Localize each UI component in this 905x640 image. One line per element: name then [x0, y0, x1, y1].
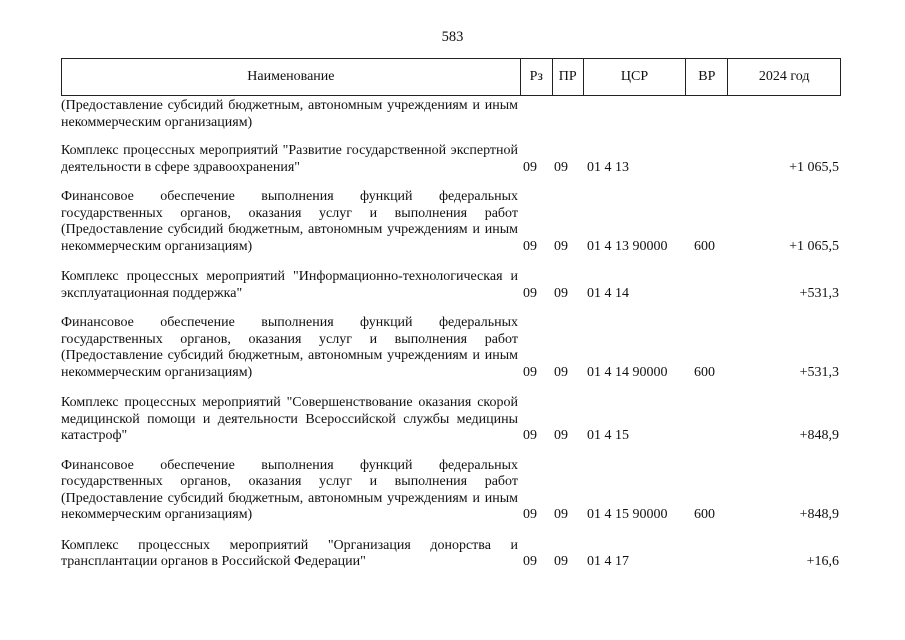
- row-pr: 09: [554, 159, 568, 175]
- row-pr: 09: [554, 554, 568, 569]
- row-rz: 09: [523, 285, 537, 301]
- row-value: +1 065,5: [789, 238, 839, 254]
- row-rz: 09: [523, 554, 537, 569]
- row-rz: 09: [523, 159, 537, 175]
- header-rz: Рз: [520, 59, 552, 95]
- table-row: [61, 143, 841, 176]
- row-pr: 09: [554, 285, 568, 301]
- table-header: [61, 58, 841, 96]
- row-value: +1 065,5: [789, 159, 839, 175]
- table-body: [61, 98, 841, 571]
- row-csr: 01 4 14 90000: [587, 364, 668, 380]
- row-csr: 01 4 13 90000: [587, 238, 668, 254]
- table-row: [61, 315, 841, 381]
- row-name: Комплекс процессных мероприятий "Информационно-технологическая и эксплуатационная поддержка": [61, 269, 518, 301]
- row-name: Финансовое обеспечение выполнения функций федеральных государственных органов, оказания услуг и выполнения работ (Предоставление субсидий бюджетным, автономным учреждениям и иным некоммерческим организациям): [61, 315, 518, 380]
- header-vr: ВР: [685, 59, 727, 95]
- row-csr: 01 4 14: [587, 285, 629, 301]
- row-value: +531,3: [799, 364, 839, 380]
- row-name: Комплекс процессных мероприятий "Организация донорства и трансплантации органов в Российской Федерации": [61, 537, 518, 569]
- table-row: [61, 538, 841, 571]
- row-vr: 600: [694, 507, 715, 522]
- row-rz: 09: [523, 364, 537, 380]
- row-vr: 600: [694, 364, 715, 380]
- row-name: Финансовое обеспечение выполнения функций федеральных государственных органов, оказания услуг и выполнения работ (Предоставление субсидий бюджетным, автономным учреждениям и иным некоммерческим организациям): [61, 457, 518, 522]
- table-row: [61, 269, 841, 302]
- header-name: Наименование: [247, 69, 335, 84]
- row-rz: 09: [523, 428, 537, 443]
- row-value: +16,6: [806, 554, 839, 569]
- row-pr: 09: [554, 364, 568, 380]
- row-rz: 09: [523, 507, 537, 522]
- row-pr: 09: [554, 428, 568, 443]
- row-value: +531,3: [799, 285, 839, 301]
- row-name: Комплекс процессных мероприятий "Развитие государственной экспертной деятельности в сфере здравоохранения": [61, 143, 518, 175]
- row-csr: 01 4 15 90000: [587, 507, 668, 522]
- header-csr: ЦСР: [583, 59, 686, 95]
- row-value: +848,9: [799, 428, 839, 443]
- row-csr: 01 4 17: [587, 554, 629, 569]
- table-row: [61, 98, 841, 131]
- header-year: 2024 год: [727, 59, 840, 95]
- table-row: [61, 395, 841, 445]
- table-row: [61, 189, 841, 255]
- row-rz: 09: [523, 238, 537, 254]
- table-row: [61, 458, 841, 524]
- row-pr: 09: [554, 238, 568, 254]
- row-value: +848,9: [799, 507, 839, 522]
- row-pr: 09: [554, 507, 568, 522]
- row-name: Финансовое обеспечение выполнения функций федеральных государственных органов, оказания услуг и выполнения работ (Предоставление субсидий бюджетным, автономным учреждениям и иным некоммерческим организациям): [61, 189, 518, 254]
- page-number: 583: [441, 29, 464, 45]
- row-csr: 01 4 13: [587, 159, 629, 175]
- row-name: Комплекс процессных мероприятий "Совершенствование оказания скорой медицинской помощи и деятельности Всероссийской службы медицины катастроф": [61, 395, 518, 443]
- row-vr: 600: [694, 238, 715, 254]
- header-pr: ПР: [552, 59, 583, 95]
- budget-table: [61, 58, 841, 571]
- row-name: (Предоставление субсидий бюджетным, автономным учреждениям и иным некоммерческим организациям): [61, 98, 518, 130]
- row-csr: 01 4 15: [587, 428, 629, 443]
